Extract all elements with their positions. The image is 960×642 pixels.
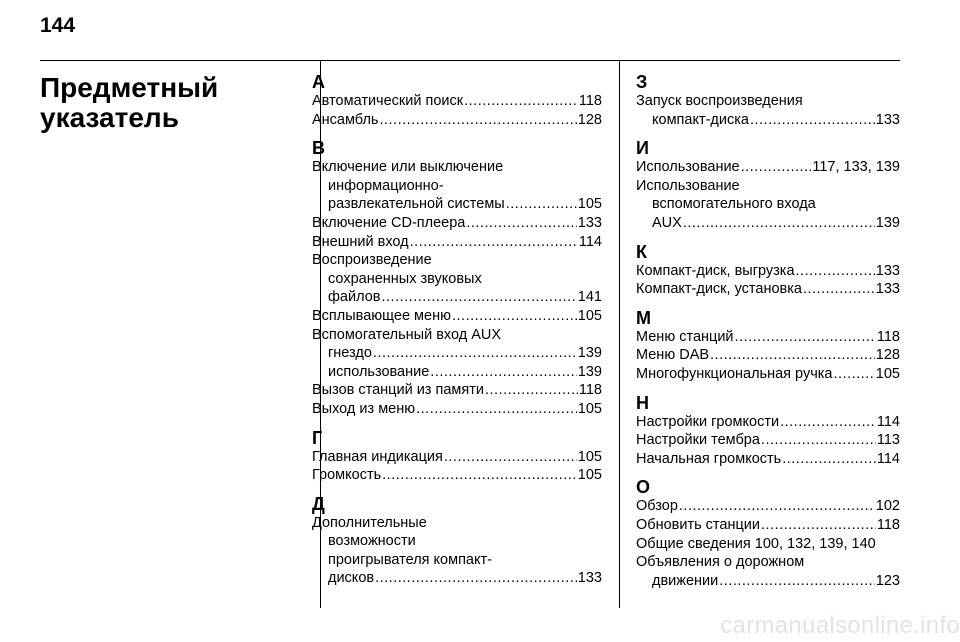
leader-dots [710, 346, 875, 365]
entry-page: 141 [577, 289, 602, 306]
column-divider-right [619, 60, 620, 608]
entry-line: Включение или выключение [312, 159, 504, 176]
index-entry [636, 262, 900, 281]
entry-line: Запуск воспроизведения [636, 93, 803, 109]
entry-page: 128 [875, 347, 900, 364]
entry-page: 123 [875, 572, 900, 589]
entry-text: гнездо [328, 345, 372, 362]
section-letter-g: Г [312, 427, 323, 448]
entry-page: 133 [577, 570, 602, 587]
entry-page: 133 [577, 214, 602, 231]
entry-page: 139 [577, 345, 602, 362]
entry-line: Вспомогательный вход AUX [312, 326, 502, 343]
entry-line: возможности [328, 533, 416, 550]
entry-page: 133 [875, 281, 900, 298]
leader-dots [750, 111, 875, 130]
index-entry [312, 111, 602, 130]
leader-dots [373, 344, 577, 363]
entry-page: 133 [875, 262, 900, 279]
index-entry [312, 344, 602, 363]
entry-text: Ансамбль [312, 111, 379, 128]
entry-text: Настройки громкости [636, 413, 780, 430]
leader-dots [416, 400, 577, 419]
leader-dots [375, 569, 577, 588]
index-entry [312, 381, 602, 400]
leader-dots [506, 195, 577, 214]
index-entry [312, 466, 602, 485]
index-entry [636, 497, 900, 516]
entry-page: 113 [876, 432, 900, 449]
leader-dots [430, 363, 577, 382]
entry-line: Общие сведения 100, 132, 139, 140 [636, 535, 876, 552]
entry-line: Использование [636, 177, 740, 194]
leader-dots [780, 413, 876, 432]
leader-dots [761, 516, 876, 535]
index-entry [312, 307, 602, 326]
entry-text: Начальная громкость [636, 450, 782, 467]
index-entry [636, 346, 900, 365]
entry-text: Использование [636, 159, 740, 176]
entry-text: Многофункциональная ручка [636, 365, 833, 382]
entry-text: Компакт-диск, выгрузка [636, 262, 795, 279]
entry-text: Меню DAB [636, 347, 710, 364]
entry-page: 114 [876, 450, 900, 467]
leader-dots [466, 214, 576, 233]
index-entry [636, 572, 900, 591]
index-entry [636, 431, 900, 450]
entry-text: Включение CD-плеера [312, 214, 466, 231]
index-entry [636, 280, 900, 299]
index-entry [636, 111, 900, 130]
entry-text: Вызов станций из памяти [312, 382, 484, 399]
section-letter-a: А [312, 72, 325, 92]
entry-text: движении [652, 572, 719, 589]
leader-dots [719, 572, 875, 591]
index-entry [312, 400, 602, 419]
leader-dots [444, 448, 577, 467]
header-rule [40, 60, 900, 61]
leader-dots [382, 466, 577, 485]
leader-dots [382, 288, 577, 307]
entry-page: 117, 133, 139 [812, 159, 900, 176]
entry-text: использование [328, 363, 430, 380]
entry-page: 114 [876, 413, 900, 430]
entry-page: 105 [577, 400, 602, 417]
leader-dots [379, 111, 576, 130]
leader-dots [782, 450, 876, 469]
entry-text: Меню станций [636, 328, 734, 345]
entry-page: 105 [875, 365, 900, 382]
leader-dots [761, 431, 876, 450]
entry-line: Дополнительные [312, 514, 427, 531]
index-entry [312, 92, 602, 111]
leader-dots [735, 328, 876, 347]
entry-text: Громкость [312, 467, 382, 484]
index-title-line-1: Предметный [40, 72, 219, 103]
entry-page: 118 [876, 516, 900, 533]
entry-page: 105 [577, 196, 602, 213]
entry-line: Воспроизведение [312, 252, 432, 269]
entry-text: Настройки тембра [636, 432, 760, 449]
page-number: 144 [40, 14, 76, 37]
entry-page: 128 [577, 111, 602, 128]
entry-text: AUX [652, 214, 682, 231]
entry-page: 139 [875, 214, 900, 231]
entry-text: дисков [328, 570, 375, 587]
entry-text: Всплывающее меню [312, 307, 451, 324]
entry-page: 118 [578, 382, 602, 399]
section-letter-i: И [636, 138, 649, 159]
entry-page: 105 [577, 307, 602, 324]
leader-dots [485, 381, 578, 400]
entry-line: Объявления о дорожном [636, 554, 805, 571]
leader-dots [803, 280, 875, 299]
index-entry [312, 448, 602, 467]
entry-page: 114 [578, 233, 602, 250]
section-letter-v: В [312, 138, 325, 159]
index-entry [312, 288, 602, 307]
index-title [40, 73, 310, 133]
index-entry [312, 569, 602, 588]
section-letter-o: О [636, 477, 651, 498]
watermark: carmanualsonline.info [720, 612, 960, 639]
entry-page: 102 [875, 498, 900, 515]
index-entry [636, 413, 900, 432]
leader-dots [464, 92, 578, 111]
entry-page: 133 [875, 111, 900, 128]
leader-dots [834, 365, 875, 384]
index-entry [636, 158, 900, 177]
section-letter-z: З [636, 72, 648, 92]
leader-dots [796, 262, 875, 281]
index-title-line-2: указатель [40, 102, 179, 133]
entry-page: 105 [577, 467, 602, 484]
entry-page: 139 [577, 363, 602, 380]
leader-dots [410, 233, 578, 252]
section-letter-m: М [636, 307, 651, 328]
index-column-2-content [636, 72, 900, 590]
index-entry [312, 233, 602, 252]
entry-text: Компакт-диск, установка [636, 281, 802, 298]
leader-dots [683, 214, 875, 233]
entry-line: вспомогательного входа [652, 196, 816, 213]
entry-page: 105 [577, 448, 602, 465]
leader-dots [741, 158, 812, 177]
index-entry [636, 365, 900, 384]
section-letter-n: Н [636, 392, 649, 413]
entry-text: Обзор [636, 498, 678, 515]
index-entry [312, 363, 602, 382]
entry-text: Внешний вход [312, 233, 409, 250]
entry-text: Выход из меню [312, 400, 416, 417]
section-letter-d: Д [312, 493, 325, 514]
index-entry [312, 195, 602, 214]
entry-line: информационно- [328, 177, 444, 194]
entry-text: Главная индикация [312, 448, 443, 465]
leader-dots [452, 307, 577, 326]
index-entry [636, 214, 900, 233]
entry-text: компакт-диска [652, 111, 749, 128]
index-entry [636, 516, 900, 535]
index-entry [312, 214, 602, 233]
entry-text: Автоматический поиск [312, 93, 464, 109]
entry-page: 118 [578, 93, 602, 109]
section-letter-k: К [636, 241, 647, 262]
entry-line: проигрывателя компакт- [328, 551, 492, 568]
index-entry [636, 328, 900, 347]
index-entry [636, 450, 900, 469]
entry-line: сохраненных звуковых [328, 270, 482, 287]
entry-text: развлекательной системы [328, 196, 505, 213]
entry-text: Обновить станции [636, 516, 760, 533]
entry-text: файлов [328, 289, 381, 306]
entry-page: 118 [876, 328, 900, 345]
leader-dots [679, 497, 875, 516]
index-column-1-content [312, 72, 602, 588]
